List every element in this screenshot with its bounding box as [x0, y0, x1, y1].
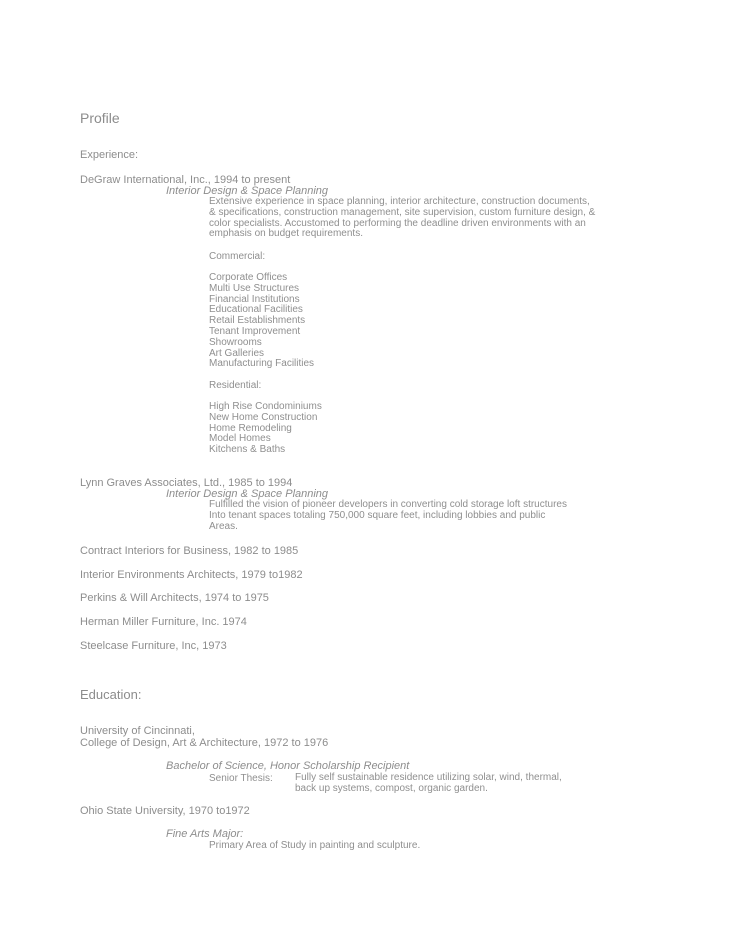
list-item: Educational Facilities [209, 304, 303, 316]
list-item: Model Homes [209, 433, 271, 445]
desc-line: emphasis on budget requirements. [209, 228, 363, 240]
experience-heading: Experience: [80, 149, 139, 161]
ohio-study: Primary Area of Study in painting and sculpture. [209, 840, 421, 851]
thesis-label: Senior Thesis: [209, 773, 273, 784]
residential-label: Residential: [209, 380, 262, 391]
lynn-description [209, 500, 567, 532]
desc-line: back up systems, compost, organic garden. [295, 782, 488, 794]
list-item: Showrooms [209, 336, 262, 348]
degraw-description [209, 197, 595, 240]
job-entry: Steelcase Furniture, Inc, 1973 [80, 640, 227, 652]
list-item: Corporate Offices [209, 272, 288, 283]
cincinnati-college: College of Design, Art & Architecture, 1972 to 1976 [80, 737, 329, 749]
profile-title: Profile [80, 110, 120, 126]
list-item: Manufacturing Facilities [209, 358, 315, 370]
degraw-company: DeGraw International, Inc., 1994 to present [80, 174, 291, 186]
list-item: New Home Construction [209, 411, 318, 423]
thesis-description [295, 773, 562, 795]
lynn-company: Lynn Graves Associates, Ltd., 1985 to 1994 [80, 477, 293, 489]
lynn-role: Interior Design & Space Planning [166, 488, 329, 500]
desc-line: color specialists. Accustomed to performing the deadline driven environments with an [209, 217, 586, 229]
cincinnati-name: University of Cincinnati, [80, 725, 195, 737]
list-item: Kitchens & Baths [209, 444, 286, 456]
desc-line: Areas. [209, 520, 238, 532]
desc-line: Extensive experience in space planning, interior architecture, construction documents, [209, 196, 590, 207]
job-entry: Herman Miller Furniture, Inc. 1974 [80, 616, 247, 628]
job-entry: Interior Environments Architects, 1979 to1982 [80, 569, 303, 581]
ohio-school: Ohio State University, 1970 to1972 [80, 805, 250, 817]
list-item: Retail Establishments [209, 315, 306, 327]
list-item: Tenant Improvement [209, 325, 301, 337]
desc-line: & specifications, construction management, site supervision, custom furniture design, & [209, 206, 596, 218]
desc-line: Fulfilled the vision of pioneer developers in converting cold storage loft structures [209, 499, 567, 510]
job-entry: Contract Interiors for Business, 1982 to 1985 [80, 545, 299, 557]
list-item: Home Remodeling [209, 422, 292, 434]
cincinnati-degree: Bachelor of Science, Honor Scholarship Recipient [166, 760, 410, 772]
list-item: High Rise Condominiums [209, 401, 322, 412]
list-item: Financial Institutions [209, 293, 300, 305]
commercial-label: Commercial: [209, 251, 266, 262]
residential-list [209, 402, 322, 456]
job-entry: Perkins & Will Architects, 1974 to 1975 [80, 592, 269, 604]
education-heading: Education: [80, 687, 142, 702]
list-item: Art Galleries [209, 347, 265, 359]
desc-line: Into tenant spaces totaling 750,000 square feet, including lobbies and public [209, 509, 546, 521]
commercial-list [209, 273, 314, 370]
list-item: Multi Use Structures [209, 282, 300, 294]
ohio-major: Fine Arts Major: [166, 828, 244, 840]
degraw-role: Interior Design & Space Planning [166, 185, 329, 197]
desc-line: Fully self sustainable residence utilizing solar, wind, thermal, [295, 772, 562, 783]
